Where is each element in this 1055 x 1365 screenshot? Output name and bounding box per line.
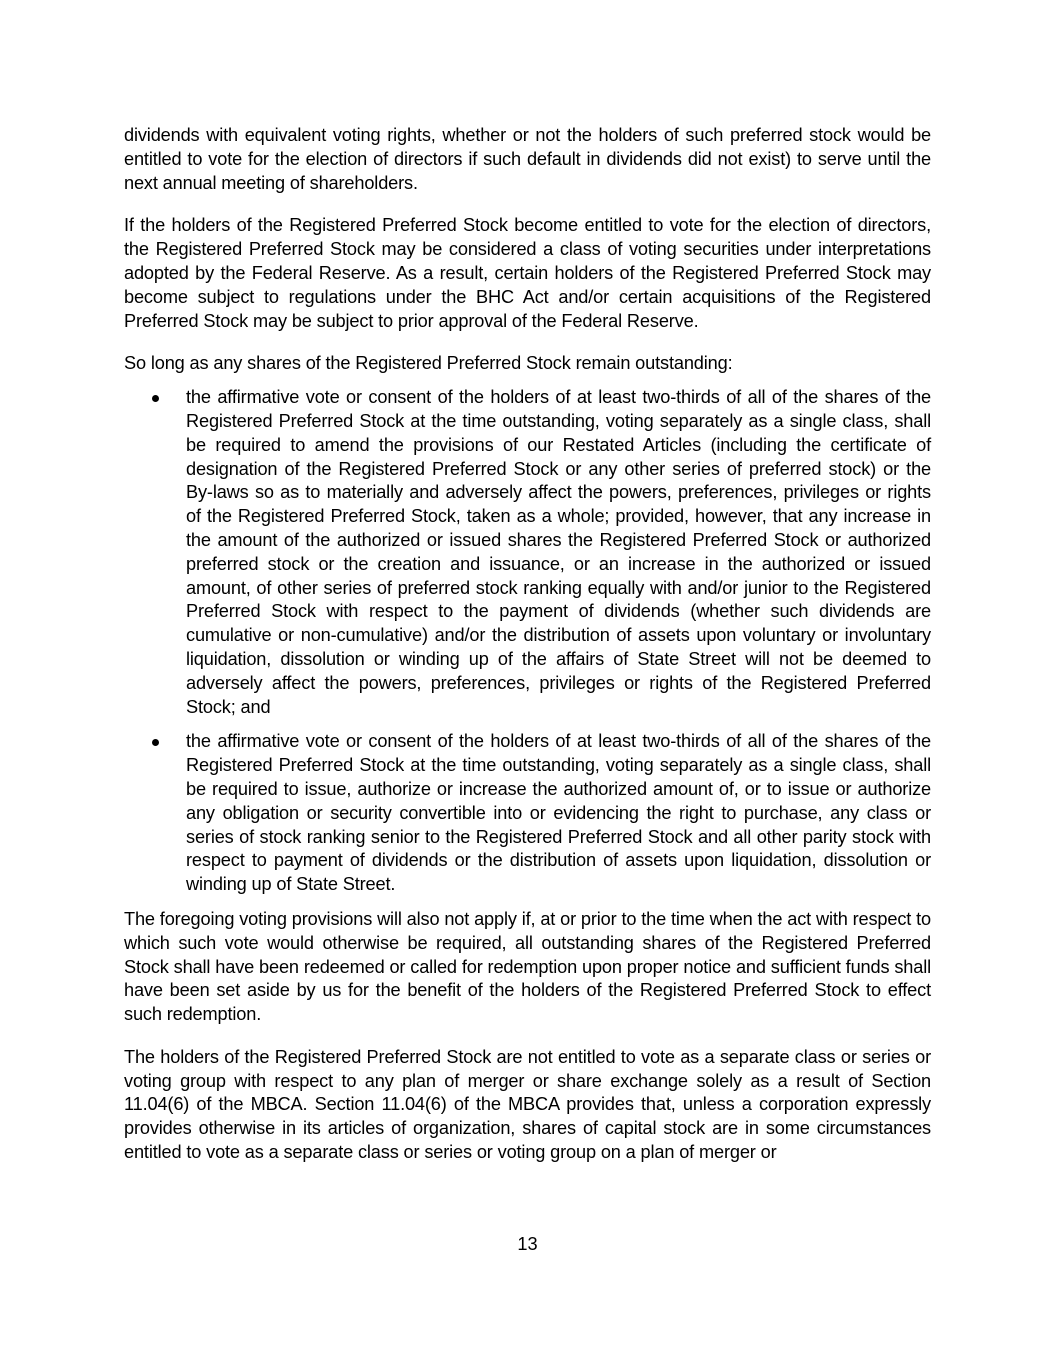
- page-number: 13: [517, 1234, 538, 1254]
- paragraph-mbca-section: The holders of the Registered Preferred Stock are not entitled to vote as a separate class or series or voting group with respect to any plan of merger or share exchange solely as a result of Section 11.04(6) of the MBCA. Section 11.04(6) of the MBCA provides that, unless a corporation expressly provides otherwise in its articles of organization, shares of capital stock are in some circumstances entitled to vote as a separate class or series or voting group on a plan of merger or: [124, 1046, 931, 1163]
- paragraph-voting-securities: If the holders of the Registered Preferred Stock become entitled to vote for the election of directors, the Registered Preferred Stock may be considered a class of voting securities under interpretations adopted by the Federal Reserve. As a result, certain holders of the Registered Preferred Stock may become subject to regulations under the BHC Act and/or certain acquisitions of the Registered Preferred Stock may be subject to prior approval of the Federal Reserve.: [124, 215, 931, 331]
- voting-conditions-list: [124, 386, 931, 897]
- paragraph-redemption-exception: The foregoing voting provisions will also not apply if, at or prior to the time when the act with respect to which such vote would otherwise be required, all outstanding shares of the Registered Preferred Stock shall have been redeemed or called for redemption upon proper notice and sufficient funds shall have been set aside by us for the benefit of the holders of the Registered Preferred Stock to effect such redemption.: [124, 908, 931, 1025]
- bullet-icon: [152, 739, 159, 746]
- list-item: [124, 730, 931, 897]
- list-item-text: the affirmative vote or consent of the holders of at least two-thirds of all of the shares of the Registered Preferred Stock at the time outstanding, voting separately as a single class, shall be required to amend the provisions of our Restated Articles (including the certificate of designation of the Registered Preferred Stock or any other series of preferred stock) or the By-laws so as to materially and adversely affect the powers, preferences, privileges or rights of the Registered Preferred Stock, taken as a whole; provided, however, that any increase in the amount of the authorized or issued shares the Registered Preferred Stock or authorized preferred stock or the creation and issuance, or an increase in the authorized or issued amount, of other series of preferred stock ranking equally with and/or junior to the Registered Preferred Stock with respect to the payment of dividends (whether such dividends are cumulative or non-cumulative) and/or the distribution of assets upon voluntary or involuntary liquidation, dissolution or winding up of the affairs of State Street will not be deemed to adversely affect the powers, preferences, privileges or rights of the Registered Preferred Stock; and: [186, 387, 931, 717]
- paragraph-outstanding-intro: So long as any shares of the Registered Preferred Stock remain outstanding:: [124, 353, 733, 374]
- document-body: [124, 124, 931, 1184]
- list-item: [124, 386, 931, 719]
- paragraph-dividends-continuation: dividends with equivalent voting rights, whether or not the holders of such preferred stock would be entitled to vote for the election of directors if such default in dividends did not exist) to serve until the next annual meeting of shareholders.: [124, 125, 931, 193]
- list-item-text: the affirmative vote or consent of the holders of at least two-thirds of all of the shares of the Registered Preferred Stock at the time outstanding, voting separately as a single class, shall be required to issue, authorize or increase the authorized amount of, or to issue or authorize any obligation or security convertible into or evidencing the right to purchase, any class or series of stock ranking senior to the Registered Preferred Stock and all other parity stock with respect to payment of dividends or the distribution of assets upon liquidation, dissolution or winding up of State Street.: [186, 731, 931, 895]
- bullet-icon: [152, 395, 159, 402]
